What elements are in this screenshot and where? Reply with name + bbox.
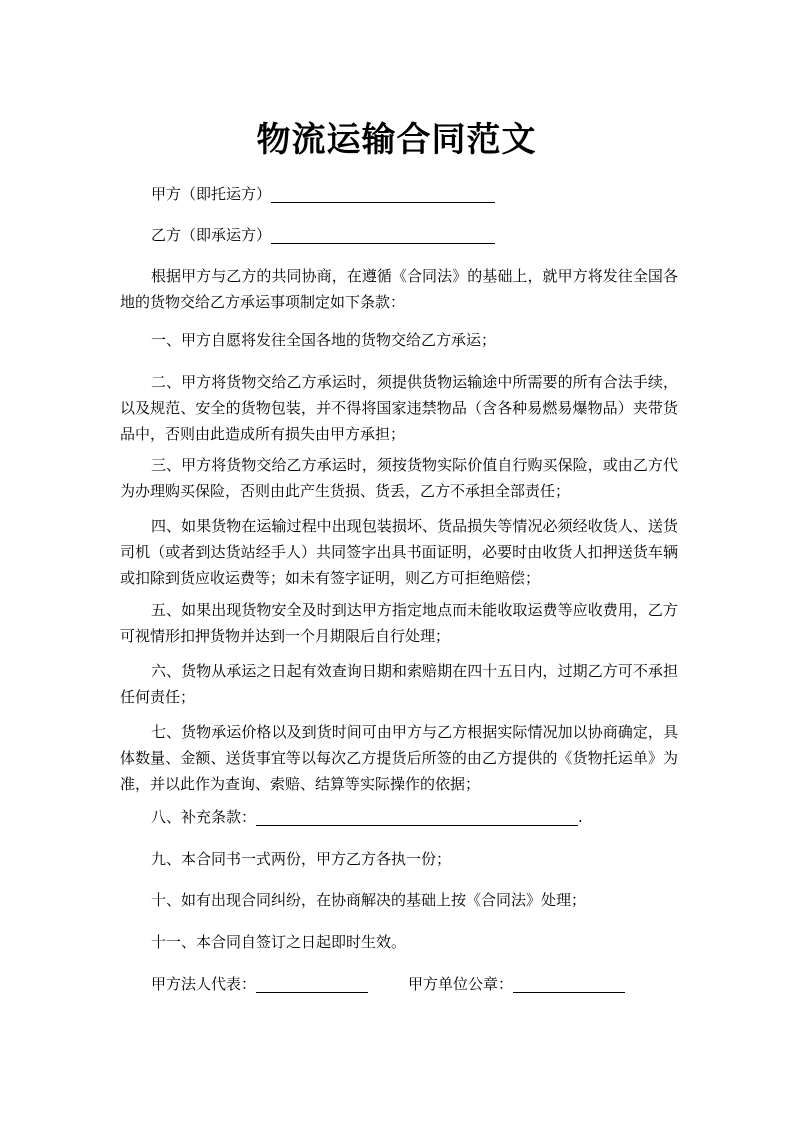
signature-line bbox=[120, 971, 711, 997]
seal-blank bbox=[513, 974, 625, 993]
clause-10: 十、如有出现合同纠纷，在协商解决的基础上按《合同法》处理； bbox=[151, 891, 587, 909]
clause-4: 四、如果货物在运输过程中出现包装损坏、货品损失等情况必须经收货人、送货司机（或者到达货站经手人）共同签字出具书面证明，必要时由收货人扣押送货车辆或扣除到货应收运费等；如未有签字证明，则乙方可拒绝赔偿； bbox=[120, 517, 678, 587]
party-b-blank bbox=[271, 225, 495, 244]
party-b-line bbox=[120, 222, 711, 248]
party-a-label: 甲方（即托运方） bbox=[151, 185, 272, 203]
clause-2: 二、甲方将货物交给乙方承运时，须提供货物运输途中所需要的所有合法手续，以及规范、安全的货物包装，并不得将国家违禁物品（含各种易燃易爆物品）夹带货品中，否则由此造成所有损失由甲方承担； bbox=[120, 373, 678, 443]
clause-8-blank bbox=[256, 807, 578, 826]
party-a-blank bbox=[271, 184, 495, 203]
seal-label: 甲方单位公章： bbox=[408, 975, 514, 993]
party-a-line bbox=[120, 181, 711, 207]
clause-3: 三、甲方将货物交给乙方承运时，须按货物实际价值自行购买保险，或由乙方代为办理购买保险，否则由此产生货损、货丢，乙方不承担全部责任； bbox=[120, 456, 678, 500]
clause-6: 六、货物从承运之日起有效查询日期和索赔期在四十五日内，过期乙方可不承担任何责任； bbox=[120, 662, 678, 706]
party-b-label: 乙方（即承运方） bbox=[151, 226, 272, 244]
clause-5: 五、如果出现货物安全及时到达甲方指定地点而未能收取运费等应收费用，乙方可视情形扣押货物并达到一个月期限后自行处理； bbox=[120, 601, 678, 645]
clause-8-label: 八、补充条款： bbox=[151, 808, 257, 826]
legal-rep-label: 甲方法人代表： bbox=[151, 975, 257, 993]
clause-11: 十一、本合同自签订之日起即时生效。 bbox=[151, 933, 407, 951]
clause-1: 一、甲方自愿将发往全国各地的货物交给乙方承运； bbox=[151, 331, 497, 349]
legal-rep-blank bbox=[256, 974, 368, 993]
clause-8-end: . bbox=[578, 808, 583, 826]
document-title: 物流运输合同范文 bbox=[256, 120, 537, 160]
intro-paragraph: 根据甲方与乙方的共同协商，在遵循《合同法》的基础上，就甲方将发往全国各地的货物交给乙方承运事项制定如下条款： bbox=[120, 267, 678, 311]
clause-7: 七、货物承运价格以及到货时间可由甲方与乙方根据实际情况加以协商确定，具体数量、金额、送货事宜等以每次乙方提货后所签的由乙方提供的《货物托运单》为准，并以此作为查询、索赔、结算等实际操作的依据； bbox=[120, 723, 678, 793]
clause-9: 九、本合同书一式两份，甲方乙方各执一份； bbox=[151, 850, 452, 868]
clause-8-line bbox=[120, 804, 711, 830]
